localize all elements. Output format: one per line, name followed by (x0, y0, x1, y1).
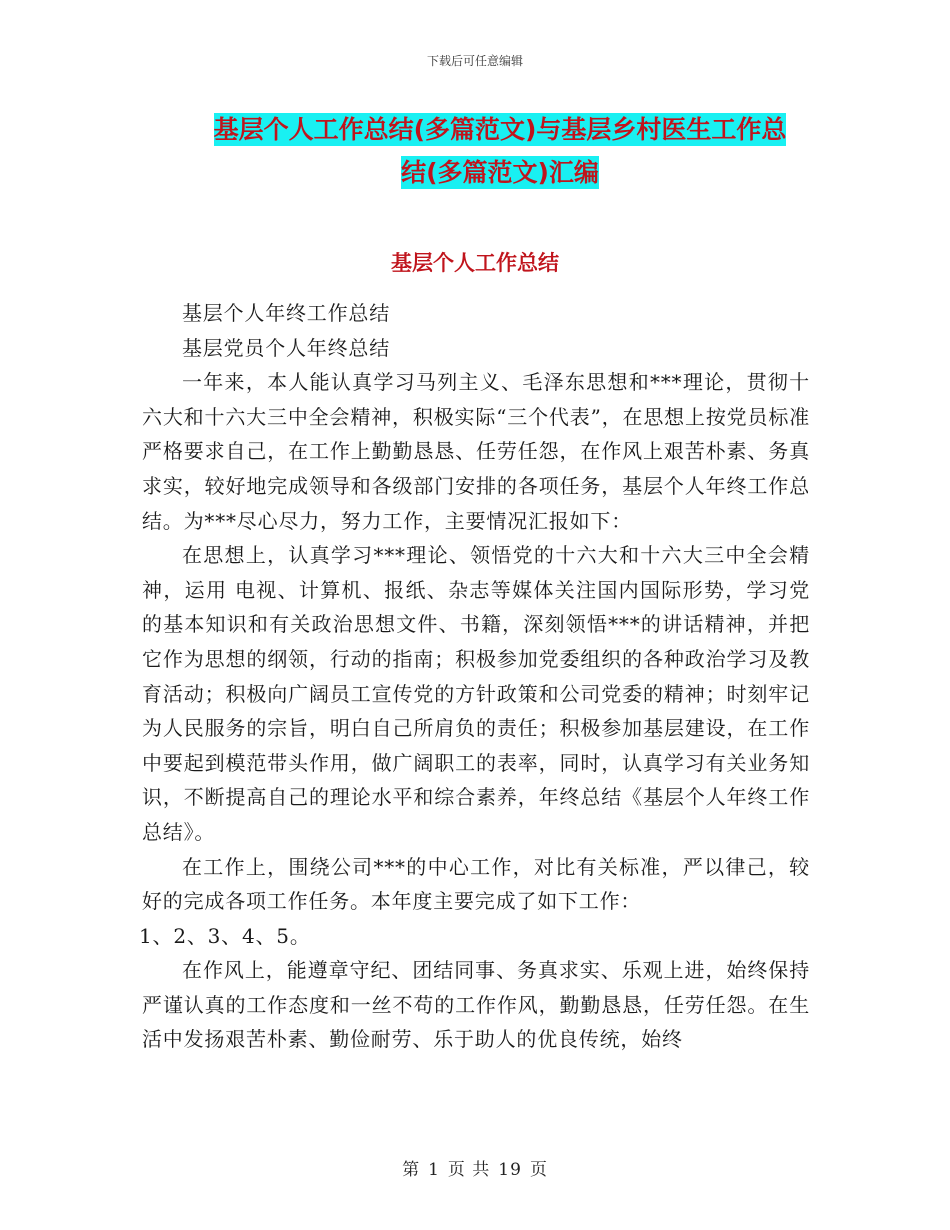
body-text (139, 296, 810, 1057)
page-current: 1 (428, 1160, 440, 1180)
title-line-1: 基层个人工作总结(多篇范文)与基层乡村医生工作总 (213, 115, 787, 144)
page-label-prefix: 第 (402, 1160, 421, 1180)
title-line-2: 结(多篇范文)汇编 (401, 158, 599, 187)
page-label-suffix: 页 (529, 1160, 548, 1180)
paragraph-1: 基层个人年终工作总结 (182, 301, 390, 325)
document-title (140, 108, 860, 194)
page-total: 19 (498, 1160, 522, 1180)
header-note: 下载后可任意编辑 (426, 54, 523, 68)
paragraph-3: 一年来，本人能认真学习马列主义、毛泽东思想和***理论，贯彻十六大和十六大三中全会精神，积极实际“三个代表”，在思想上按党员标准严格要求自己，在工作上勤勤恳恳、任劳任怨，在作风上艰苦朴素、务真求实，较好地完成领导和各级部门安排的各项任务，基层个人年终工作总结。为***尽心尽力，努力工作，主要情况汇报如下： (142, 370, 810, 533)
paragraph-7: 在作风上，能遵章守纪、团结同事、务真求实、乐观上进，始终保持严谨认真的工作态度和一丝不苟的工作作风，勤勤恳恳，任劳任怨。在生活中发扬艰苦朴素、勤俭耐劳、乐于助人的优良传统，始终 (142, 958, 810, 1052)
page-footer (0, 1155, 950, 1180)
section-heading: 基层个人工作总结 (391, 251, 559, 275)
paragraph-4: 在思想上，认真学习***理论、领悟党的十六大和十六大三中全会精神，运用 电视、计算机、报纸、杂志等媒体关注国内国际形势，学习党的基本知识和有关政治思想文件、书籍，深刻领悟***的讲话精神，并把它作为思想的纲领，行动的指南；积极参加党委组织的各种政治学习及教育活动；积极向广阔员工宣传党的方针政策和公司党委的精神；时刻牢记为人民服务的宗旨，明白自己所肩负的责任；积极参加基层建设，在工作中要起到模范带头作用，做广阔职工的表率，同时，认真学习有关业务知识，不断提高自己的理论水平和综合素养，年终总结《基层个人年终工作总结》。 (142, 543, 810, 844)
paragraph-2: 基层党员个人年终总结 (182, 335, 390, 360)
paragraph-5: 在工作上，围绕公司***的中心工作，对比有关标准，严以律己，较好的完成各项工作任务。本年度主要完成了如下工作： (142, 854, 810, 914)
paragraph-6: 1、2、3、4、5。 (139, 923, 311, 948)
page-label-mid: 页 共 (447, 1160, 491, 1180)
